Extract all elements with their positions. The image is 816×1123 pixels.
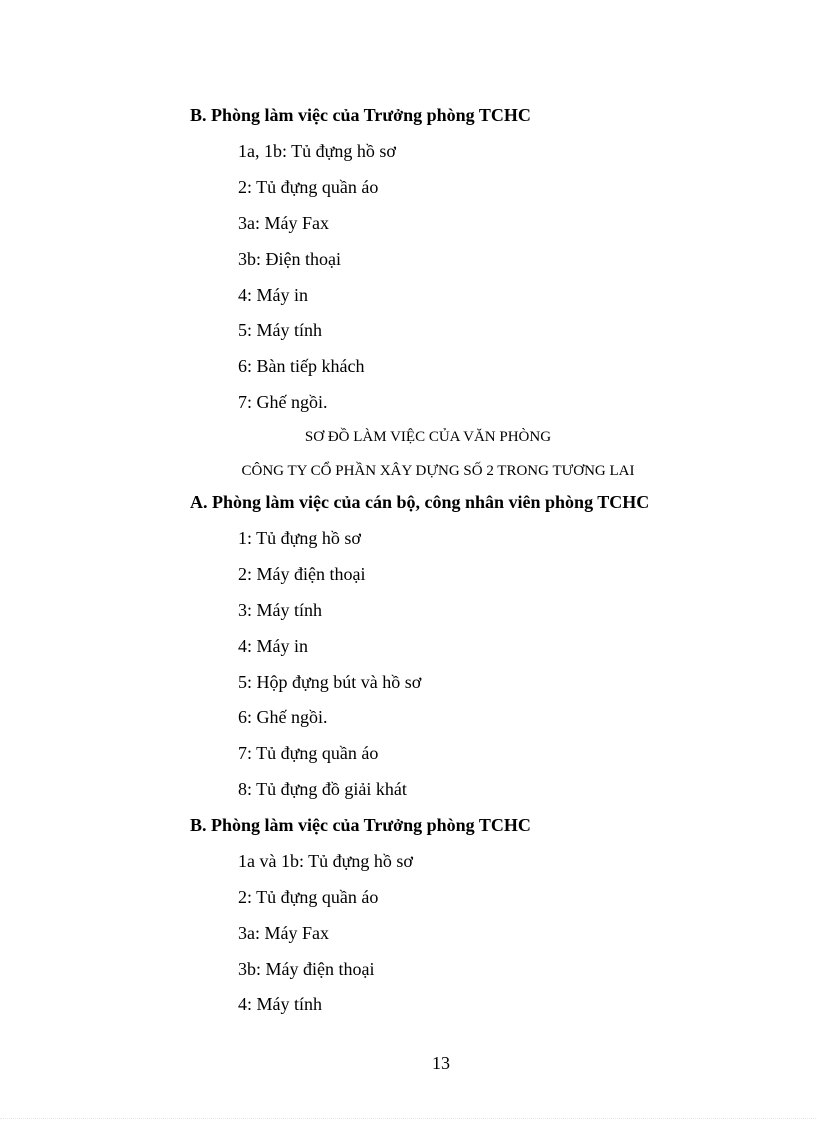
list-item: 3a: Máy Fax (238, 213, 329, 233)
page-bottom-divider (0, 1118, 816, 1119)
list-item: 3b: Điện thoại (238, 249, 341, 269)
list-item: 3: Máy tính (238, 600, 322, 620)
section-b-heading: B. Phòng làm việc của Trưởng phòng TCHC (190, 815, 531, 835)
list-item: 7: Ghế ngồi. (238, 392, 328, 412)
list-item: 4: Máy in (238, 636, 308, 656)
list-item: 7: Tủ đựng quần áo (238, 743, 379, 763)
list-item: 3a: Máy Fax (238, 923, 329, 943)
list-item: 6: Bàn tiếp khách (238, 356, 365, 376)
list-item: 4: Máy tính (238, 994, 322, 1014)
list-item: 5: Hộp đựng bút và hồ sơ (238, 672, 422, 692)
list-item: 2: Tủ đựng quần áo (238, 177, 379, 197)
list-item: 5: Máy tính (238, 320, 322, 340)
list-item: 1: Tủ đựng hồ sơ (238, 528, 361, 548)
list-item: 1a và 1b: Tủ đựng hồ sơ (238, 851, 413, 871)
diagram-title-line-1: SƠ ĐỒ LÀM VIỆC CỦA VĂN PHÒNG (304, 429, 552, 445)
list-item: 1a, 1b: Tủ đựng hồ sơ (238, 141, 396, 161)
page-number: 13 (432, 1053, 450, 1073)
list-item: 2: Tủ đựng quần áo (238, 887, 379, 907)
diagram-title-line-2: CÔNG TY CỔ PHẦN XÂY DỰNG SỐ 2 TRONG TƯƠNG LAI (241, 463, 635, 479)
section-b-heading: B. Phòng làm việc của Trưởng phòng TCHC (190, 105, 531, 125)
list-item: 2: Máy điện thoại (238, 564, 366, 584)
list-item: 4: Máy in (238, 285, 308, 305)
list-item: 3b: Máy điện thoại (238, 959, 375, 979)
section-a-heading: A. Phòng làm việc của cán bộ, công nhân viên phòng TCHC (190, 492, 650, 512)
list-item: 6: Ghế ngồi. (238, 707, 328, 727)
list-item: 8: Tủ đựng đồ giải khát (238, 779, 407, 799)
